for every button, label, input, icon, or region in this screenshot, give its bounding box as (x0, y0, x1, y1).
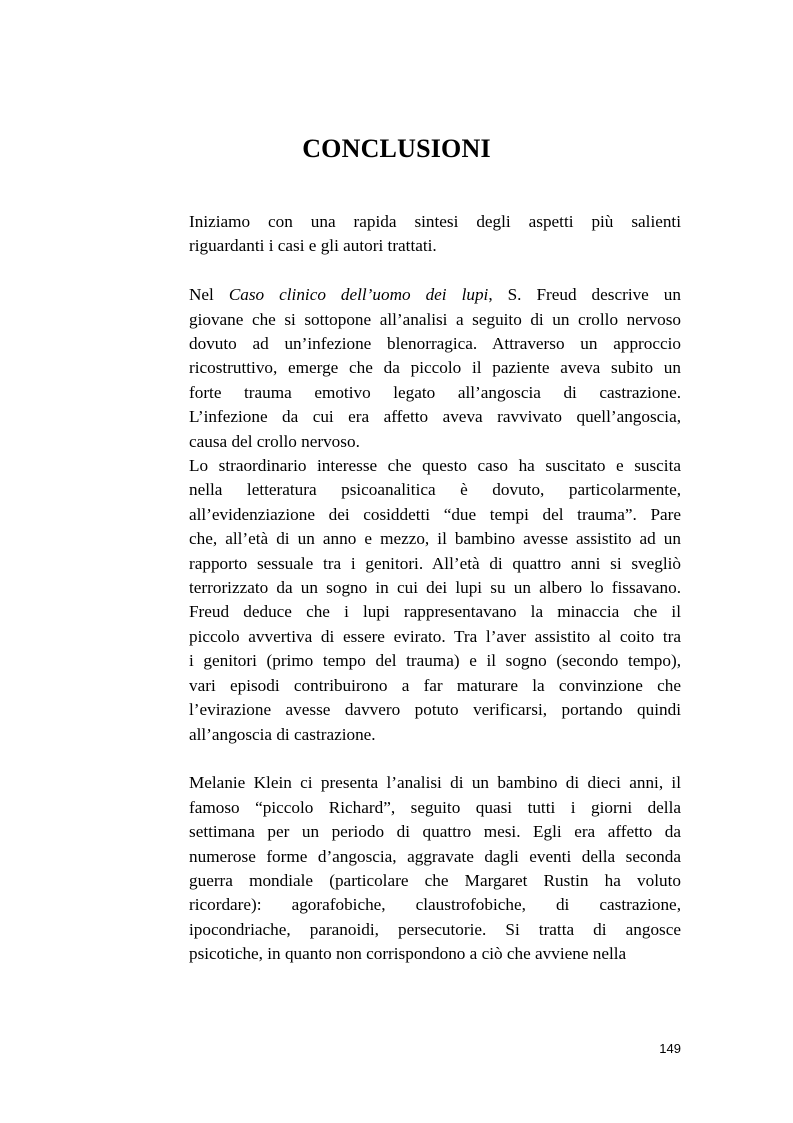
text-run: ricordare): agorafobiche, claustrofobiche, di castrazione, (189, 895, 681, 915)
text-line (189, 210, 681, 234)
page-number: 149 (659, 1041, 681, 1056)
text-run: settimana per un periodo di quattro mesi. Egli era affetto da (189, 822, 681, 842)
text-run: numerose forme d’angoscia, aggravate dagli eventi della seconda (189, 846, 681, 866)
text-line (189, 356, 681, 380)
text-line (189, 332, 681, 356)
text-line (189, 430, 681, 454)
text-line (189, 698, 681, 722)
text-line (189, 942, 681, 966)
text-run: terrorizzato da un sogno in cui dei lupi su un albero lo fissavano. (189, 578, 681, 598)
text-run: rapporto sessuale tra i genitori. All’età di quattro anni si svegliò (189, 553, 681, 573)
text-run: famoso “piccolo Richard”, seguito quasi tutti i giorni della (189, 797, 681, 817)
text-run: Melanie Klein ci presenta l’analisi di un bambino di dieci anni, il (189, 773, 681, 793)
text-run: all’evidenziazione dei cosiddetti “due tempi del trauma”. Pare (189, 504, 681, 524)
paragraph (189, 283, 681, 454)
text-run: i genitori (primo tempo del trauma) e il sogno (secondo tempo), (189, 651, 681, 671)
text-line (189, 869, 681, 893)
text-run: all’angoscia di castrazione. (189, 724, 376, 744)
text-line (189, 283, 681, 307)
text-run: dovuto ad un’infezione blenorragica. Attraverso un approccio (189, 334, 681, 354)
text-line (189, 649, 681, 673)
page-title: CONCLUSIONI (302, 134, 491, 163)
text-run: piccolo avvertiva di essere evirato. Tra l’aver assistito al coito tra (189, 626, 681, 646)
text-run: , S. Freud descrive un (488, 285, 681, 305)
text-run: vari episodi contribuirono a far maturare la convinzione che (189, 675, 681, 695)
text-run: Nel (189, 285, 229, 305)
paragraph (189, 454, 681, 747)
text-run: ipocondriache, paranoidi, persecutorie. Si tratta di angosce (189, 919, 681, 939)
paragraph (189, 210, 681, 259)
text-run: Lo straordinario interesse che questo caso ha suscitato e suscita (189, 456, 681, 476)
text-run: riguardanti i casi e gli autori trattati. (189, 236, 437, 256)
italic-title: Caso clinico dell’uomo dei lupi (228, 285, 489, 305)
text-line (189, 454, 681, 478)
text-line (189, 234, 681, 258)
text-line (189, 845, 681, 869)
text-line (189, 381, 681, 405)
text-line (189, 552, 681, 576)
text-line (189, 527, 681, 551)
paragraph (189, 771, 681, 966)
text-line (189, 625, 681, 649)
text-run: L’infezione da cui era affetto aveva ravvivato quell’angoscia, (189, 407, 681, 427)
text-run: ricostruttivo, emerge che da piccolo il paziente aveva subito un (189, 358, 681, 378)
text-line (189, 308, 681, 332)
text-run: causa del crollo nervoso. (189, 431, 360, 451)
text-run: guerra mondiale (particolare che Margaret Rustin ha voluto (189, 870, 681, 890)
text-line (189, 893, 681, 917)
text-line (189, 674, 681, 698)
text-run: che, all’età di un anno e mezzo, il bambino avesse assistito ad un (189, 529, 681, 549)
text-line (189, 771, 681, 795)
text-line (189, 820, 681, 844)
text-line (189, 796, 681, 820)
text-line (189, 918, 681, 942)
text-line (189, 576, 681, 600)
text-run: psicotiche, in quanto non corrispondono a ciò che avviene nella (189, 944, 627, 964)
text-line (189, 600, 681, 624)
text-line (189, 405, 681, 429)
text-run: giovane che si sottopone all’analisi a seguito di un crollo nervoso (189, 309, 681, 329)
text-line (189, 503, 681, 527)
body-text (189, 210, 681, 967)
text-run: nella letteratura psicoanalitica è dovuto, particolarmente, (189, 480, 681, 500)
text-run: forte trauma emotivo legato all’angoscia di castrazione. (189, 382, 681, 402)
text-run: l’evirazione avesse davvero potuto verificarsi, portando quindi (189, 700, 681, 720)
text-line (189, 723, 681, 747)
text-run: Iniziamo con una rapida sintesi degli aspetti più salienti (189, 212, 681, 231)
text-line (189, 478, 681, 502)
text-run: Freud deduce che i lupi rappresentavano la minaccia che il (189, 602, 681, 622)
